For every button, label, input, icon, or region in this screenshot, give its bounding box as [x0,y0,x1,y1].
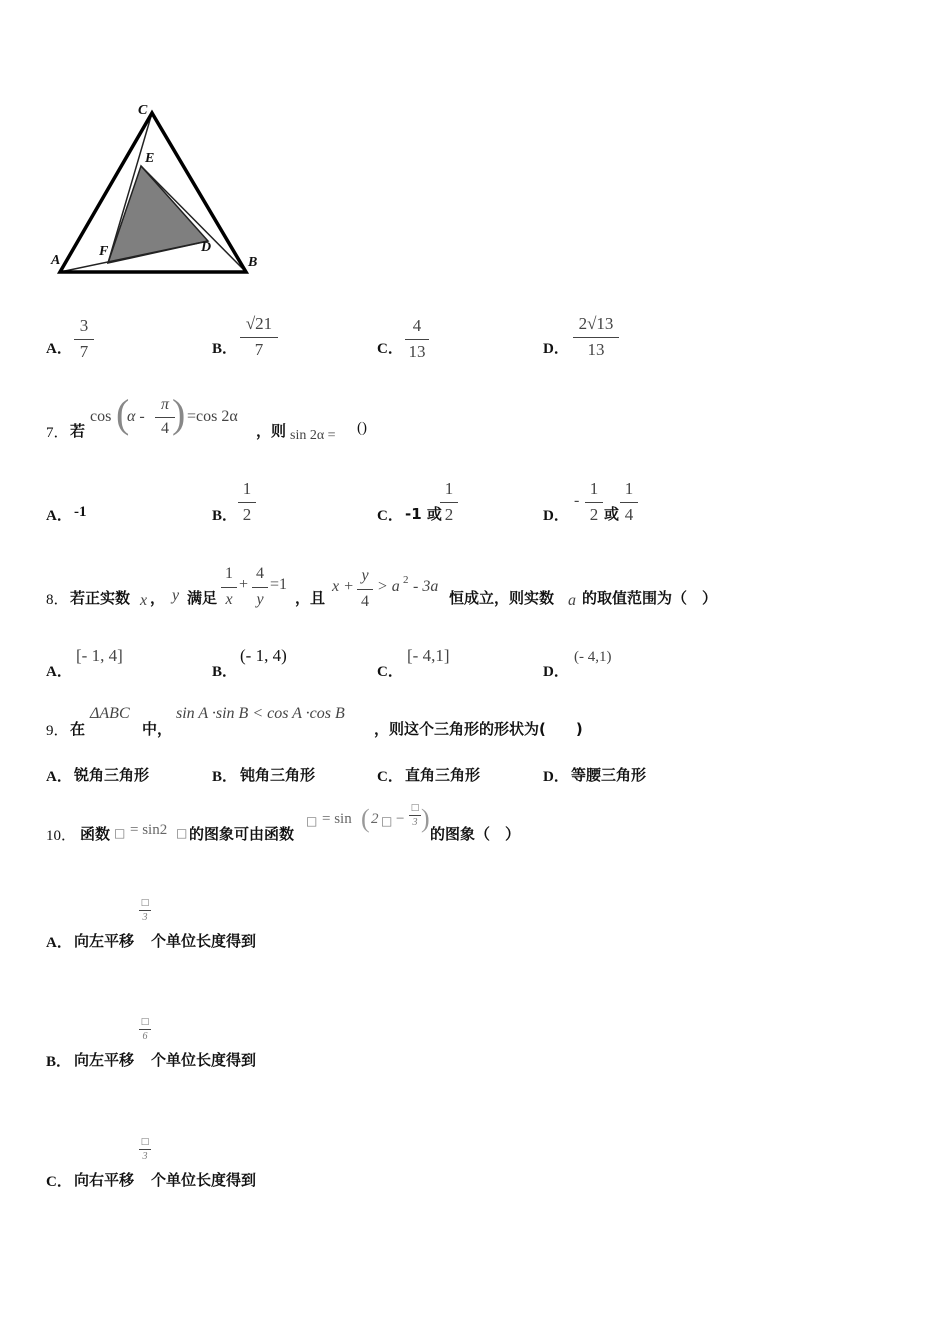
q10-option-c-text-2: 个单位长度得到 [151,1171,257,1189]
q10-placeholder-1: □ [114,826,126,840]
q6-option-a-fraction [74,316,94,362]
q7-cos: cos [90,408,112,425]
q8-fraction-1-over-x [221,564,237,610]
denominator: 4 [624,505,634,524]
q10-right-paren: ) [421,804,430,833]
q10-option-a-fraction [139,898,151,923]
denominator: 7 [254,340,264,359]
q10-formula-2-fraction [409,803,421,828]
q10-left-paren: ( [361,804,370,833]
denominator: 13 [587,340,605,359]
q6-option-d-fraction [573,314,619,360]
q7-option-c-label: C． [377,508,403,524]
q8-var-a: a [568,592,576,609]
q8-x-plus: x + [332,578,354,595]
numerator: 1 [624,479,634,498]
numerator: □ [410,803,420,813]
q8-plus: + [239,576,249,593]
q9-number: 9． [46,723,69,739]
q8-text-2: 满足 [187,589,218,607]
q10-text-2: 的图象可由函数 [189,825,295,843]
q7-alpha-minus: α - [127,408,145,425]
q8-option-b-value: (- 1, 4) [240,646,287,665]
numerator: π [160,396,169,413]
q9-option-d-text: 等腰三角形 [571,766,647,784]
q10-number: 10． [46,828,77,844]
numerator: √21 [245,314,273,333]
q8-comma: ， [150,589,166,607]
q8-var-x: x [140,592,148,609]
triangle-figure [40,95,280,285]
q10-formula-2: = sin [322,811,352,827]
q10-option-b-text-1: 向左平移 [74,1051,135,1069]
q6-option-c-fraction [405,316,429,362]
denominator: 7 [79,342,89,361]
denominator: 3 [412,817,418,828]
denominator: y [256,591,264,608]
q8-option-d-value: (- 4,1) [574,649,612,665]
q7-number: 7． [46,425,69,441]
q8-number: 8． [46,592,69,608]
denominator: 6 [142,1031,148,1042]
q10-option-a-text-1: 向左平移 [74,932,135,950]
q10-option-a-label: A． [46,935,72,951]
q10-option-b-fraction [139,1017,151,1042]
q8-gt-a: > a [377,578,400,595]
numerator: 1 [225,565,233,582]
q6-option-a-label: A． [46,341,72,357]
q10-option-a-text-2: 个单位长度得到 [151,932,257,950]
q8-option-b-label: B． [212,664,238,680]
q7-option-d-fraction-1 [585,479,603,525]
numerator: y [361,567,369,584]
numerator: 1 [589,479,599,498]
q9-option-c-text: 直角三角形 [405,766,481,784]
q7-option-b-fraction [238,479,256,525]
q8-var-y: y [172,587,180,604]
q9-option-a-label: A． [46,769,72,785]
vertex-label-e: E [145,151,155,166]
q7-option-d-or: 或 [604,505,620,523]
q10-option-c-label: C． [46,1174,72,1190]
q7-option-d-fraction-2 [620,479,638,525]
q10-formula-2-two: 2 [371,811,379,827]
vertex-label-a: A [51,253,61,268]
q6-option-c-label: C． [377,341,403,357]
q8-text-5: 的取值范围为（ ） [582,589,718,607]
q9-option-c-label: C． [377,769,403,785]
q6-option-b-fraction [240,314,278,360]
q8-text-3: ，且 [295,589,326,607]
q7-option-d-label: D． [543,508,569,524]
numerator: □ [140,1017,150,1027]
q7-eq-cos2a: =cos 2α [187,408,238,425]
vertex-label-d: D [201,240,212,255]
numerator: □ [140,1137,150,1147]
q7-right-paren: ) [172,391,186,436]
denominator: 4 [361,593,369,610]
q9-option-d-label: D． [543,769,569,785]
q8-option-a-value: [- 1, 4] [76,646,123,665]
q8-minus-3a: - 3a [413,578,439,595]
numerator: □ [140,898,150,908]
q10-placeholder-3: □ [306,814,318,828]
q7-option-b-label: B． [212,508,238,524]
vertex-label-f: F [99,244,109,259]
q8-text-4: 恒成立，则实数 [449,589,555,607]
q10-placeholder-4: □ [381,814,393,828]
denominator: 2 [242,505,252,524]
q8-option-c-value: [- 4,1] [407,646,450,665]
numerator: 4 [412,316,422,335]
q7-option-c-text: -1 或 [405,505,442,523]
q7-option-d-minus: - [574,492,580,509]
q7-text-ruo: 若 [70,422,86,440]
q9-option-b-label: B． [212,769,238,785]
q8-fraction-4-over-y [252,564,268,610]
vertex-label-c: C [138,103,148,118]
q8-option-a-label: A． [46,664,72,680]
q10-text-1: 函数 [80,825,111,843]
q7-option-a-label: A． [46,508,72,524]
q8-eq-1: =1 [270,576,288,593]
q7-option-c-fraction [440,479,458,525]
q10-option-c-fraction [139,1137,151,1162]
numerator: 1 [242,479,252,498]
denominator: 3 [142,912,148,923]
numerator: 1 [444,479,454,498]
q6-option-d-label: D． [543,341,569,357]
q8-text-1: 若正实数 [70,589,131,607]
q10-formula-2-minus: − [396,811,405,827]
q8-square: 2 [403,574,409,586]
q7-sin2a: sin 2α = [290,428,336,443]
q10-option-b-label: B． [46,1054,72,1070]
denominator: 3 [142,1151,148,1162]
q10-option-c-text-1: 向右平移 [74,1171,135,1189]
q10-option-b-text-2: 个单位长度得到 [151,1051,257,1069]
numerator: 2√13 [578,314,614,333]
q10-text-3: 的图象（ ） [430,825,521,843]
vertex-label-b: B [248,255,258,270]
numerator: 4 [256,565,264,582]
q6-option-b-label: B． [212,341,238,357]
denominator: 13 [408,342,426,361]
q10-placeholder-2: □ [176,826,188,840]
q8-option-c-label: C． [377,664,403,680]
q9-option-b-text: 钝角三角形 [240,766,316,784]
numerator: 3 [79,316,89,335]
q8-fraction-y-over-4 [357,566,373,612]
q8-option-d-label: D． [543,664,569,680]
denominator: 2 [444,505,454,524]
q9-option-a-text: 锐角三角形 [74,766,150,784]
q7-left-paren: ( [116,391,130,436]
q7-text-ze: ，则 [256,422,287,440]
q10-formula-1: = sin2 [130,822,168,838]
q9-text-2: 中， [142,720,173,738]
q9-text-1: 在 [70,720,86,738]
q9-expression: sin A ·sin B < cos A ·cos B [176,705,345,722]
q9-text-3: ，则这个三角形的形状为( ) [374,720,583,738]
q7-answer-paren: () [357,420,367,436]
denominator: x [225,591,233,608]
denominator: 2 [589,505,599,524]
q9-triangle-abc: ΔABC [90,705,130,722]
denominator: 4 [161,420,169,437]
q7-option-a-value: -1 [74,504,87,520]
